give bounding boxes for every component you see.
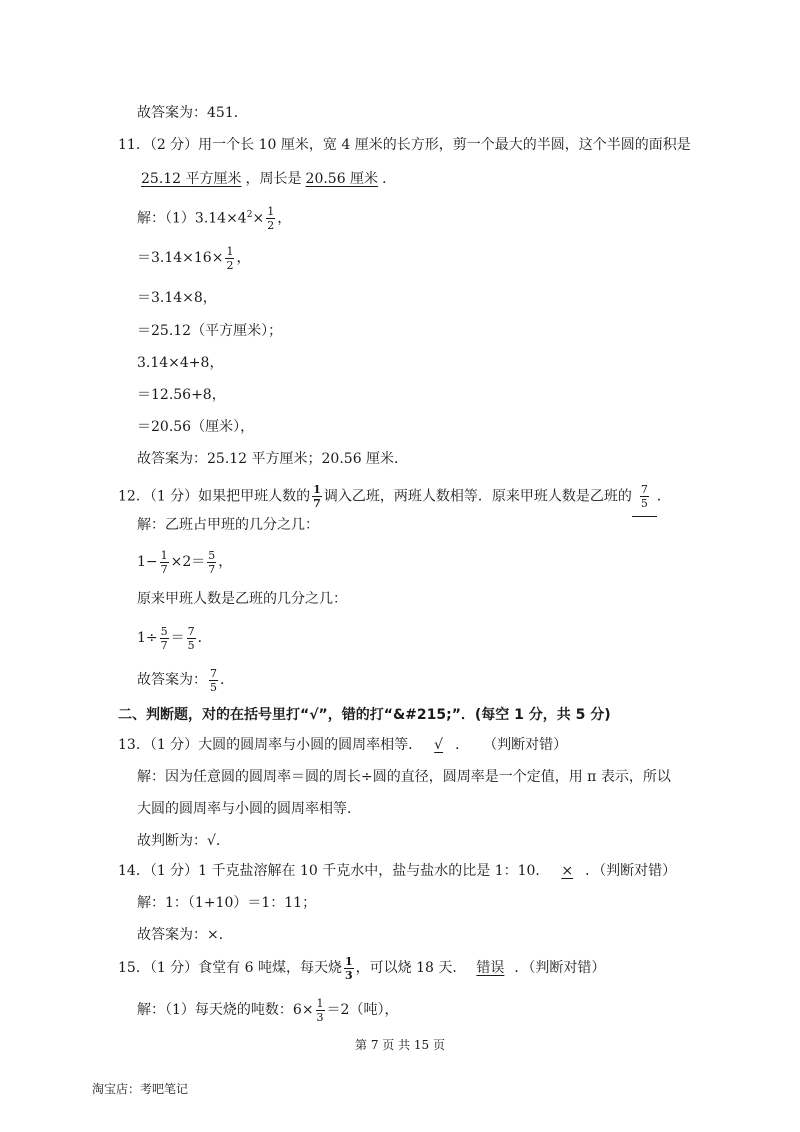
q11-solution-5	[137, 350, 223, 376]
q13-sol2: 大圆的圆周率与小圆的圆周率相等．	[137, 801, 361, 817]
q11-solution-4	[137, 318, 282, 344]
q12-answer	[137, 662, 234, 698]
q11-sol7: ＝20.56（厘米），	[137, 419, 255, 435]
q13-answer-text: 故判断为：√．	[137, 833, 230, 849]
q11-sol2-pre: ＝3.14×16×	[137, 250, 224, 266]
q14-answer-text: 故答案为：×．	[137, 927, 233, 943]
frac-den: 7	[208, 562, 216, 576]
q11-end: ．	[382, 171, 397, 187]
frac-den: 5	[210, 680, 217, 694]
shop-watermark	[92, 1080, 188, 1097]
q11-sol1-sup: 2	[246, 210, 253, 220]
frac-num: 1	[160, 548, 168, 562]
fraction-five-sevenths	[160, 626, 169, 651]
fraction-one-seventh	[160, 550, 169, 575]
frac-den: 3	[316, 1010, 324, 1024]
frac-den: 3	[344, 968, 353, 982]
q12-sol4-mid: ＝	[170, 630, 185, 646]
q12-question	[118, 476, 671, 516]
q12-answer-end: ．	[220, 672, 234, 688]
frac-den: 2	[226, 258, 234, 272]
q13-blank: √	[434, 737, 444, 753]
frac-num: 7	[187, 624, 195, 638]
q14-sol1: 解：1：（1+10）＝1：11；	[137, 895, 317, 911]
q11-prefix: 11．（2 分）用一个长 10 厘米，宽 4 厘米的长方形，剪一个最大的半圆，这个半圆的面积是	[118, 137, 691, 153]
q12-prefix: 12．（1 分）如果把甲班人数的	[118, 488, 311, 505]
q11-sol5: 3.14×4+8，	[137, 355, 224, 371]
fraction-seven-fifths	[187, 626, 196, 651]
frac-num: 5	[208, 548, 216, 562]
q11-answer-text: 故答案为：25.12 平方厘米；20.56 厘米．	[137, 451, 409, 467]
q14-blank: ×	[561, 863, 574, 879]
q15-blank: 错误	[476, 960, 505, 976]
q11-blank-perimeter: 20.56 厘米	[305, 171, 379, 187]
q12-solution-2	[137, 544, 232, 580]
page-number: 第 7 页 共 15 页	[355, 1038, 445, 1052]
q13-answer	[137, 828, 230, 854]
q10-answer-text: 故答案为：451．	[137, 105, 248, 121]
fraction-one-third	[316, 998, 325, 1023]
q12-sol3: 原来甲班人数是乙班的几分之几：	[137, 591, 347, 607]
frac-num: 1	[226, 244, 234, 258]
frac-num: 1	[313, 483, 321, 496]
q11-sol2-end: ，	[236, 250, 251, 266]
frac-den: 7	[313, 497, 321, 510]
q12-end: ．	[656, 488, 671, 505]
q14-question	[118, 858, 676, 884]
q13-question	[118, 732, 567, 758]
frac-num: 1	[316, 996, 324, 1010]
q11-question	[118, 132, 691, 158]
q11-answer	[137, 446, 408, 472]
q14-end: ．（判断对错）	[585, 863, 677, 879]
q12-sol2-mid: ×2＝	[170, 554, 206, 570]
q12-sol2-end: ，	[218, 554, 233, 570]
q11-mid: ，周长是	[245, 171, 302, 187]
fraction-five-sevenths	[207, 550, 216, 575]
q15-question	[118, 950, 605, 986]
q12-sol4-end: ．	[197, 630, 212, 646]
q12-solution-1	[137, 512, 319, 538]
q11-sol1-mul: ×	[252, 210, 265, 227]
q15-sol1-end: ＝2（吨），	[326, 1002, 399, 1018]
frac-den: 7	[160, 638, 168, 652]
q11-blank-area: 25.12 平方厘米	[141, 171, 242, 187]
frac-den: 7	[160, 562, 168, 576]
section-2-heading	[118, 702, 611, 728]
q11-question-cont	[137, 166, 396, 192]
q11-sol1-end: ，	[277, 210, 292, 227]
fraction-seven-fifths	[209, 668, 218, 693]
q12-sol4-pre: 1÷	[137, 630, 158, 646]
q12-solution-4	[137, 620, 212, 656]
q12-sol1: 解：乙班占甲班的几分之几：	[137, 517, 319, 533]
q12-answer-pre: 故答案为：	[137, 672, 207, 688]
q11-solution-2	[137, 245, 250, 271]
q12-blank	[632, 476, 657, 517]
frac-num: 1	[344, 954, 353, 968]
q14-prefix: 14．（1 分）1 千克盐溶解在 10 千克水中，盐与盐水的比是 1：10．	[118, 863, 550, 879]
q10-answer	[137, 100, 248, 126]
q11-sol6: ＝12.56+8，	[137, 387, 226, 403]
q11-solution-3	[137, 285, 217, 311]
q12-solution-3	[137, 586, 347, 612]
q14-answer	[137, 922, 233, 948]
frac-num: 7	[640, 482, 648, 496]
frac-num: 5	[160, 624, 168, 638]
fraction-one-third	[344, 956, 354, 981]
frac-num: 7	[210, 666, 217, 680]
q15-prefix: 15．（1 分）食堂有 6 吨煤，每天烧	[118, 960, 342, 976]
fraction-half	[225, 246, 234, 271]
frac-den: 5	[187, 638, 195, 652]
q15-end: ．（判断对错）	[514, 960, 606, 976]
page-footer	[0, 1035, 800, 1055]
q11-solution-7	[137, 414, 254, 440]
q13-end: ． （判断对错）	[455, 737, 568, 753]
q15-solution-1	[137, 992, 398, 1028]
q13-sol1: 解：因为任意圆的圆周率＝圆的周长÷圆的直径，圆周率是一个定值，用 π 表示，所以	[137, 769, 671, 785]
q12-mid: 调入乙班，两班人数相等．原来甲班人数是乙班的	[323, 488, 632, 505]
q15-sol1-pre: 解：（1）每天烧的吨数：6×	[137, 1002, 314, 1018]
frac-den: 5	[640, 496, 648, 510]
section-2-title: 二、判断题，对的在括号里打“√”，错的打“&#215;”．(每空 1 分，共 5 分)	[118, 707, 611, 723]
fraction-half	[266, 206, 275, 231]
q14-solution-1	[137, 890, 316, 916]
shop-label: 淘宝店：考吧笔记	[92, 1082, 189, 1096]
q12-sol2-pre: 1−	[137, 554, 158, 570]
q13-solution-1	[137, 764, 671, 790]
q11-solution-6	[137, 382, 226, 408]
q11-solution-1	[137, 202, 292, 233]
q11-sol1-pre: 解：（1）3.14×4	[137, 210, 247, 227]
frac-den: 2	[267, 219, 275, 233]
fraction-one-seventh	[312, 484, 322, 509]
q13-solution-2	[137, 796, 361, 822]
frac-num: 1	[267, 205, 275, 219]
q15-mid: ，可以烧 18 天．	[355, 960, 467, 976]
fraction-seven-fifths	[640, 484, 649, 509]
q11-sol3: ＝3.14×8，	[137, 290, 217, 306]
q11-sol4: ＝25.12（平方厘米）；	[137, 323, 283, 339]
q13-prefix: 13．（1 分）大圆的圆周率与小圆的圆周率相等．	[118, 737, 423, 753]
